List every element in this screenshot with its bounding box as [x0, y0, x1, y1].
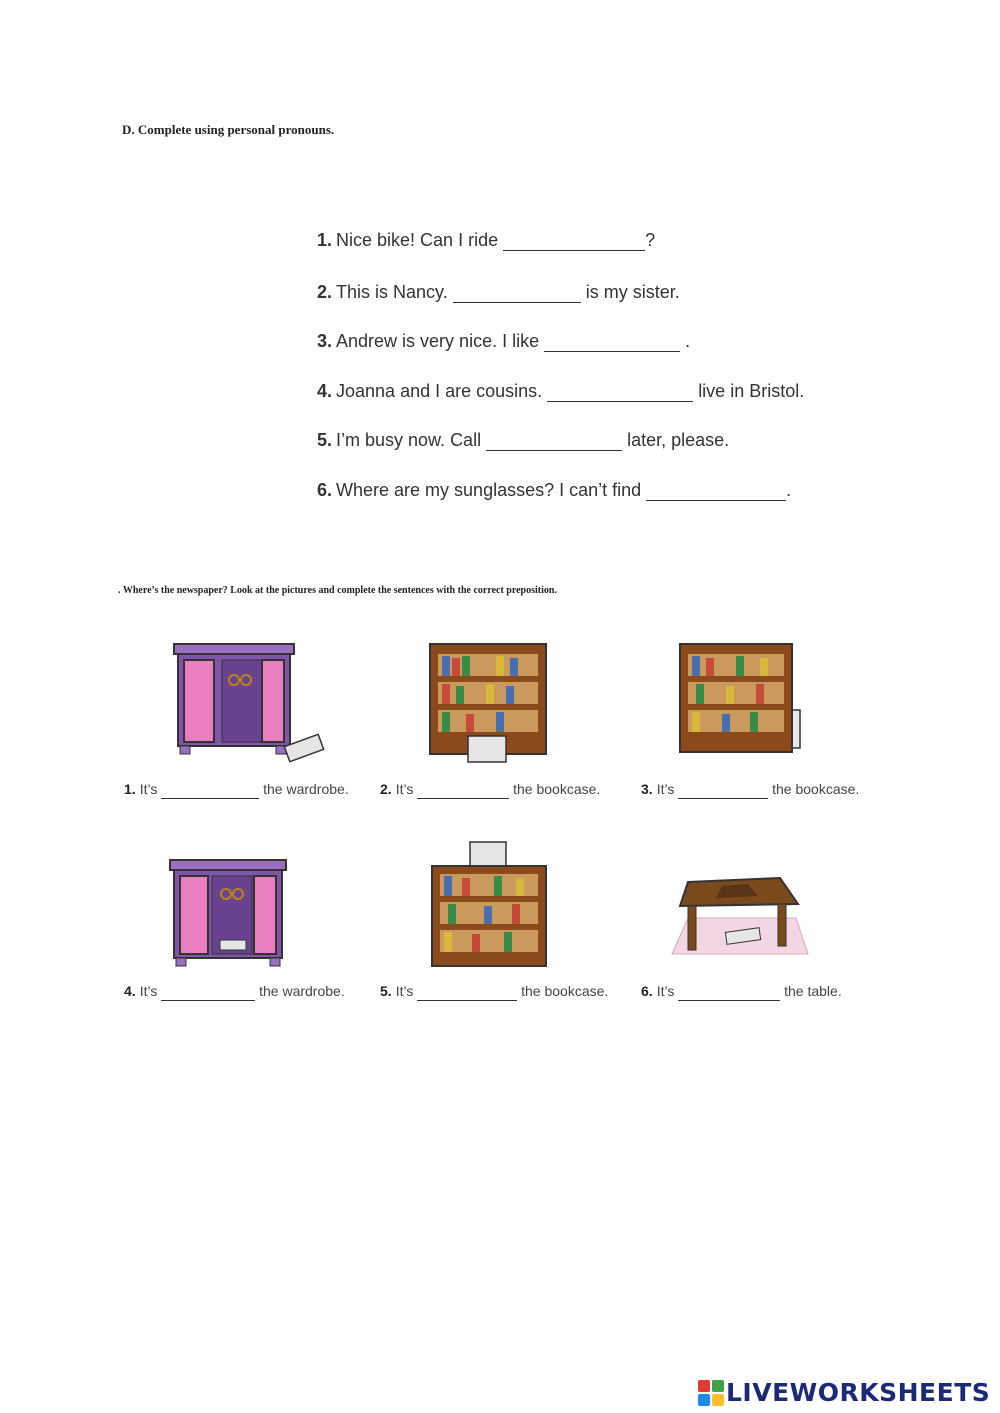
- item-text-after: live in Bristol.: [698, 381, 805, 401]
- pronoun-item-1: [317, 230, 655, 251]
- caption-item-4: [124, 983, 345, 1001]
- caption-item-2: [380, 781, 600, 799]
- preposition-input-2[interactable]: [417, 782, 509, 799]
- caption-item-6: [641, 983, 842, 1001]
- pronoun-item-4: [317, 381, 804, 402]
- preposition-input-6[interactable]: [678, 984, 780, 1001]
- answer-input-5[interactable]: [486, 434, 622, 451]
- item-text-after: is my sister.: [585, 282, 680, 302]
- item-text-after: later, please.: [627, 430, 730, 450]
- caption-before: It’s: [139, 781, 158, 797]
- wardrobe-newspaper-next-to-picture: [168, 640, 333, 765]
- section-prepositions-title: . Where’s the newspaper? Look at the pictures and complete the sentences with the correct preposition.: [118, 585, 557, 596]
- answer-input-1[interactable]: [503, 234, 645, 251]
- item-number: 3.: [317, 331, 333, 351]
- item-text-before: I’m busy now. Call: [336, 430, 482, 450]
- pronoun-item-2: [317, 282, 680, 303]
- caption-after: the bookcase.: [772, 781, 860, 797]
- bookcase-newspaper-behind-picture: [676, 640, 806, 758]
- answer-input-3[interactable]: [544, 335, 680, 352]
- caption-before: It’s: [139, 983, 158, 999]
- item-text-after: ?: [645, 230, 656, 250]
- table-newspaper-under-picture: [668, 874, 810, 964]
- item-text-before: Joanna and I are cousins.: [336, 381, 543, 401]
- caption-before: It’s: [656, 781, 675, 797]
- caption-after: the bookcase.: [513, 781, 601, 797]
- item-text-before: This is Nancy.: [336, 282, 448, 302]
- item-number: 4.: [317, 381, 333, 401]
- answer-input-6[interactable]: [646, 484, 786, 501]
- answer-input-4[interactable]: [547, 385, 693, 402]
- item-number: 6.: [641, 983, 653, 999]
- liveworksheets-logo: [698, 1378, 990, 1407]
- answer-input-2[interactable]: [453, 286, 581, 303]
- caption-after: the wardrobe.: [263, 781, 349, 797]
- bookcase-newspaper-in-front-of-picture: [426, 640, 556, 768]
- caption-after: the bookcase.: [521, 983, 609, 999]
- pronoun-item-5: [317, 430, 729, 451]
- preposition-input-5[interactable]: [417, 984, 517, 1001]
- item-number: 6.: [317, 480, 333, 500]
- logo-text: LIVEWORKSHEETS: [726, 1378, 991, 1407]
- item-number: 5.: [380, 983, 392, 999]
- pronoun-item-3: [317, 331, 690, 352]
- item-text-after: .: [786, 480, 792, 500]
- caption-after: the table.: [784, 983, 842, 999]
- item-number: 3.: [641, 781, 653, 797]
- item-number: 1.: [124, 781, 136, 797]
- caption-before: It’s: [395, 781, 414, 797]
- item-number: 2.: [380, 781, 392, 797]
- caption-before: It’s: [656, 983, 675, 999]
- item-number: 2.: [317, 282, 333, 302]
- item-number: 4.: [124, 983, 136, 999]
- pronoun-item-6: [317, 480, 791, 501]
- caption-before: It’s: [395, 983, 414, 999]
- item-text-before: Where are my sunglasses? I can’t find: [336, 480, 642, 500]
- caption-item-1: [124, 781, 349, 799]
- caption-item-5: [380, 983, 608, 1001]
- preposition-input-4[interactable]: [161, 984, 255, 1001]
- preposition-input-3[interactable]: [678, 782, 768, 799]
- item-number: 5.: [317, 430, 333, 450]
- item-number: 1.: [317, 230, 333, 250]
- wardrobe-newspaper-inside-picture: [166, 856, 291, 971]
- item-text-before: Nice bike! Can I ride: [336, 230, 499, 250]
- preposition-input-1[interactable]: [161, 782, 259, 799]
- logo-mark-icon: [698, 1380, 724, 1406]
- section-d-title: D. Complete using personal pronouns.: [122, 122, 335, 137]
- item-text-after: .: [685, 331, 691, 351]
- item-text-before: Andrew is very nice. I like: [336, 331, 540, 351]
- caption-after: the wardrobe.: [259, 983, 345, 999]
- bookcase-newspaper-on-top-picture: [428, 838, 553, 970]
- caption-item-3: [641, 781, 859, 799]
